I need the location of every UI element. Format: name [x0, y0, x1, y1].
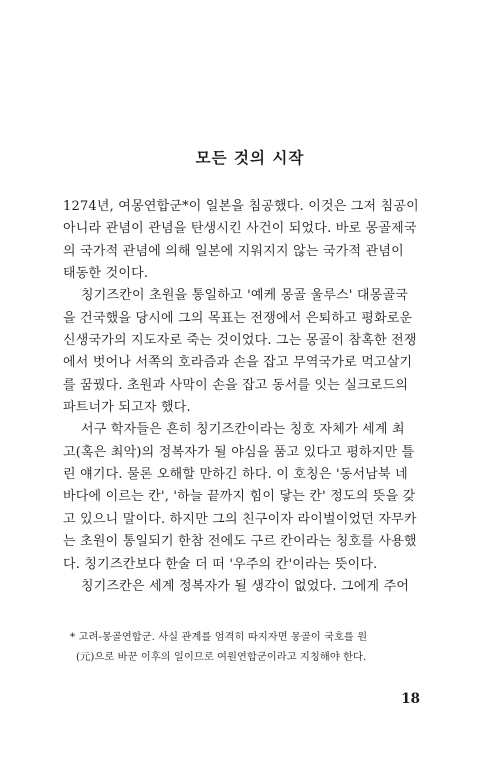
text-line: 바다에 이르는 칸', '하늘 끝까지 힘이 닿는 칸' 정도의 뜻을 갖: [63, 489, 416, 505]
text-line: 신생국가의 지도자로 죽는 것이었다. 그는 몽골이 참혹한 전쟁: [63, 333, 417, 349]
footnote-line: * 고려-몽골연합군. 사실 관계를 엄격히 따지자면 몽골이 국호를 원: [70, 632, 368, 643]
text-line: 고 있으니 말이다. 하지만 그의 친구이자 라이벌이었던 자무카: [63, 511, 417, 527]
text-line: 파트너가 되고자 했다.: [63, 400, 191, 416]
text-line: 칭기즈칸이 초원을 통일하고 '예케 몽골 울루스' 대몽골국: [81, 288, 408, 304]
text-line: 를 꿈꿨다. 초원과 사막이 손을 잡고 동서를 잇는 실크로드의: [63, 377, 409, 393]
text-line: 칭기즈칸은 세계 정복자가 될 생각이 없었다. 그에게 주어: [81, 578, 410, 594]
page-number: 18: [401, 691, 420, 707]
text-line: 태동한 것이다.: [63, 266, 149, 282]
text-line: 에서 벗어나 서쪽의 호라즘과 손을 잡고 무역국가로 먹고살기: [63, 355, 413, 371]
section-title: 모든 것의 시작: [195, 148, 305, 167]
footnote-line: (元)으로 바꾼 이후의 일이므로 여원연합군이라고 지칭해야 한다.: [76, 651, 367, 663]
footnote: [70, 628, 442, 667]
text-line: 린 얘기다. 물론 오해할 만하긴 하다. 이 호칭은 '동서남북 네: [63, 467, 408, 483]
text-line: 을 건국했을 당시에 그의 목표는 전쟁에서 은퇴하고 평화로운: [63, 310, 413, 326]
body-text: [63, 196, 439, 598]
text-line: 다. 칭기즈칸보다 한술 더 떠 '우주의 칸'이라는 뜻이다.: [63, 556, 378, 572]
text-line: 1274년, 여몽연합군*이 일본을 침공했다. 이것은 그저 침공이: [63, 199, 419, 214]
text-line: 서구 학자들은 흔히 칭기즈칸이라는 칭호 자체가 세계 최: [81, 422, 405, 438]
text-line: 의 국가적 관념에 의해 일본에 지워지지 않는 국가적 관념이: [63, 243, 404, 259]
text-line: 아니라 관념이 관념을 탄생시킨 사건이 되었다. 바로 몽골제국: [63, 221, 417, 237]
text-line: 고(혹은 최악)의 정복자가 될 야심을 품고 있다고 평하지만 틀: [63, 444, 415, 460]
text-line: 는 초원이 통일되기 한참 전에도 구르 칸이라는 칭호를 사용했: [63, 534, 417, 550]
